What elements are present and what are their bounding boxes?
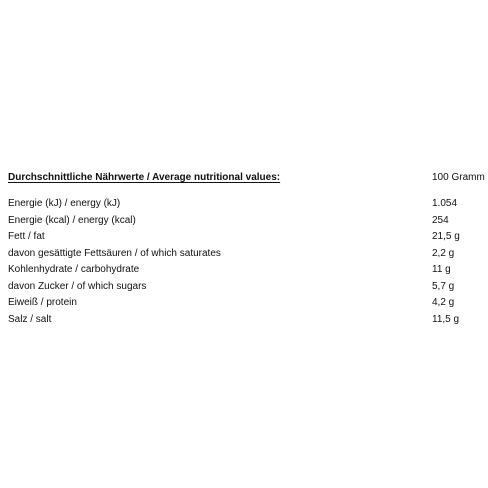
row-label: Salz / salt [8, 313, 52, 325]
nutrition-unit: 100 Gramm [432, 172, 485, 183]
row-label: Eiweiß / protein [8, 297, 77, 308]
nutrition-row-saturates [8, 247, 484, 264]
nutrition-header-row [8, 171, 484, 197]
row-value: 5,7 g [432, 280, 455, 292]
row-value: 4,2 g [432, 297, 455, 308]
row-label: Fett / fat [8, 231, 45, 242]
row-value: 11,5 g [432, 313, 460, 325]
nutrition-table [8, 171, 484, 329]
row-value: 2,2 g [432, 247, 455, 259]
row-label: Energie (kcal) / energy (kcal) [8, 214, 136, 226]
nutrition-row-energy-kcal [8, 214, 484, 231]
nutrition-row-energy-kj [8, 197, 484, 214]
nutrition-row-fat [8, 230, 484, 247]
nutrition-title: Durchschnittliche Nährwerte / Average nutritional values: [8, 172, 281, 183]
nutrition-row-carbohydrate [8, 263, 484, 280]
nutrition-row-sugars [8, 280, 484, 297]
row-label: davon gesättigte Fettsäuren / of which saturates [8, 247, 221, 259]
nutrition-row-protein [8, 296, 484, 313]
row-value: 1.054 [432, 198, 458, 209]
row-value: 254 [432, 214, 449, 226]
nutrition-row-salt [8, 313, 484, 330]
row-label: Energie (kJ) / energy (kJ) [8, 198, 121, 209]
row-value: 11 g [432, 264, 451, 275]
row-value: 21,5 g [432, 231, 460, 242]
row-label: davon Zucker / of which sugars [8, 280, 147, 292]
row-label: Kohlenhydrate / carbohydrate [8, 264, 140, 275]
